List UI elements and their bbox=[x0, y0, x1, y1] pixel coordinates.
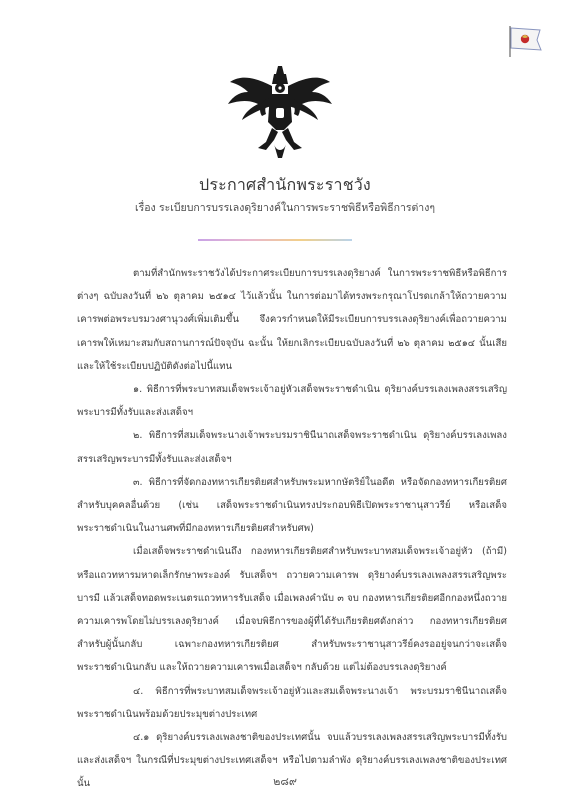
document-subject: เรื่อง ระเบียบการบรรเลงดุริยางค์ในการพระราชพิธีหรือพิธีการต่างๆ bbox=[135, 202, 435, 214]
document-title: ประกาศสำนักพระราชวัง bbox=[199, 175, 371, 194]
title-divider bbox=[198, 239, 352, 241]
paragraph-4: ๔. พิธีการที่พระบาทสมเด็จพระเจ้าอยู่หัวและสมเด็จพระนางเจ้า พระบรมราชินีนาถเสด็จพระราชดำเนินพร้อมด้วยประมุขต่างประเทศ bbox=[77, 685, 507, 720]
royal-flag-icon bbox=[506, 24, 546, 58]
document-body bbox=[77, 262, 507, 796]
paragraph-2: ๒. พิธีการที่สมเด็จพระนางเจ้าพระบรมราชินีนาถเสด็จพระราชดำเนิน ดุริยางค์บรรเลงเพลงสรรเสริญพระบารมีทั้งรับและส่งเสด็จฯ bbox=[77, 430, 507, 465]
paragraph-3: ๓. พิธีการที่จัดกองทหารเกียรติยศสำหรับพระมหากษัตริย์ในอดีต หรือจัดกองทหารเกียรติยศสำหรับบุคคลอื่นด้วย (เช่น เสด็จพระราชดำเนินทรงประกอบพิธีเปิดพระราชานุสาวรีย์ หรือเสด็จพระราชดำเนินในงานศพที่มีกองทหารเกียรติยศสำหรับศพ) bbox=[77, 476, 507, 535]
paragraph-4-1: ๔.๑ ดุริยางค์บรรเลงเพลงชาติของประเทศนั้น จบแล้วบรรเลงเพลงสรรเสริญพระบารมีทั้งรับและส่งเสด็จฯ ในกรณีที่ประมุขต่างประเทศเสด็จฯ หรือไปตามลำพัง ดุริยางค์บรรเลงเพลงชาติของประเทศนั้น bbox=[77, 732, 507, 790]
page-number: ๒๘๙ bbox=[273, 775, 297, 788]
paragraph-intro: ตามที่สำนักพระราชวังได้ประกาศระเบียบการบรรเลงดุริยางค์ ในการพระราชพิธีหรือพิธีการต่างๆ ฉบับลงวันที่ ๒๖ ตุลาคม ๒๕๑๔ ไว้แล้วนั้น ในการต่อมาได้ทรงพระกรุณาโปรดเกล้าให้ถวายความเคารพต่อพระบรมวงศานุวงศ์เพิ่มเติมขึ้น จึงควรกำหนดให้มีระเบียบการบรรเลงดุริยางค์เพื่อถวายความเคารพให้เหมาะสมกับสถานการณ์ปัจจุบัน ฉะนั้น ให้ยกเลิกระเบียบฉบับลงวันที่ ๒๖ ตุลาคม ๒๕๑๔ นั้นเสีย และให้ใช้ระเบียบปฏิบัติดังต่อไปนี้แทน bbox=[77, 268, 507, 372]
garuda-emblem-icon bbox=[226, 64, 334, 160]
paragraph-3-detail: เมื่อเสด็จพระราชดำเนินถึง กองทหารเกียรติยศสำหรับพระบาทสมเด็จพระเจ้าอยู่หัว (ถ้ามี) หรือแถวทหารมหาดเล็กรักษาพระองค์ รับเสด็จฯ ถวายความเคารพ ดุริยางค์บรรเลงเพลงสรรเสริญพระบารมี แล้วเสด็จทอดพระเนตรแถวทหารรับเสด็จ เมื่อเพลงคำนับ ๓ จบ กองทหารเกียรติยศอีกกองหนึ่งถวายความเคารพโดยไม่บรรเลงดุริยางค์ เมื่อจบพิธีการของผู้ที่ได้รับเกียรติยศดังกล่าว กองทหารเกียรติยศสำหรับผู้นั้นกลับ เฉพาะกองทหารเกียรติยศ สำหรับพระราชานุสาวรีย์คงรออยู่จนกว่าจะเสด็จพระราชดำเนินกลับ และให้ถวายความเคารพเมื่อเสด็จฯ กลับด้วย แต่ไม่ต้องบรรเลงดุริยางค์ bbox=[77, 546, 507, 674]
paragraph-1: ๑. พิธีการที่พระบาทสมเด็จพระเจ้าอยู่หัวเสด็จพระราชดำเนิน ดุริยางค์บรรเลงเพลงสรรเสริญพระบารมีทั้งรับและส่งเสด็จฯ bbox=[77, 384, 507, 419]
